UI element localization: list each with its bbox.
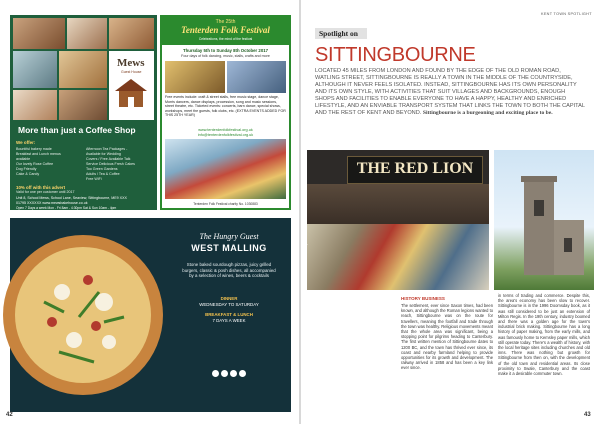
offer-item: Adults / Tea & Coffee	[86, 172, 120, 176]
section-label: Spotlight on	[319, 29, 358, 38]
body-column-2	[498, 293, 590, 413]
right-page	[301, 0, 600, 424]
festival-website[interactable]: www.tenterdenfolkfestival.org.uk	[198, 128, 253, 132]
offer-item: Our lovely Rose Coffee	[16, 162, 54, 166]
intro-text: LOCATED 45 MILES FROM LONDON AND FOUND BY THE EDGE OF THE OLD ROMAN ROAD, WATLING STREET, SITTINGBOURNE IS REALLY A TOWN IN THE MIDDLE OF THE COUNTRYSIDE, ALTHOUGH IT NEVER FEELS ISOLATED. INSTEAD, SITTINGBOURNE HAS ITS OWN PERSONALITY AND ITS OWN STYLE, WITH ACTIVITIES THAT SUIT VILLAGES AND BACKGROUNDS, ENOUGH SHOPS AND FACILITIES TO ENABLE EVERYONE TO HAVE A HAPPY, HEALTHY AND ENRICHED LIFESTYLE, AND AN ENVIABLE TRANSPORT SYSTEM THAT LINKS THE TOWN TO BOTH THE CAPITAL AND THE REST OF KENT AND BEYOND.	[315, 68, 585, 116]
left-page	[0, 0, 299, 446]
festival-header	[162, 17, 289, 45]
offer-item: Afternoon Tea Packages -	[86, 147, 128, 151]
cake-slice-photo	[13, 90, 57, 120]
body-column-2-text: in terms of trading and commerce. Despite this, the area's economy has been slow to recover. Sittingbourne is in the 1996 Doomsday book, as it was still considered to be just an extension of Milton Regis. In the 19th century, industry boomed and there was a golden age for the town's industrial brick making. Sittingbourne has a long history of paper making, from the early mills, and was famously home to Kemsley paper mills, which still operate today. There's a wealth of history, with the local heritage sites including churches and old inns. There was nothing but growth for Sittingbourne from then on, with the development of the old town and residential areas. Its close proximity to Swale, Canterbury and the coast make it a desirable commuter town.	[498, 293, 590, 377]
pub-sign	[347, 156, 483, 184]
offers-right	[86, 147, 154, 183]
hungry-guest-intro-text: Stone baked sourdough pizzas, juicy grilled burgers, classic & posh dishes, all accompanied by a selection of wines, beers & cocktails	[182, 262, 276, 279]
intro-tag: Sittingbourne is a burgeoning and exciting place to be.	[422, 110, 553, 116]
offer-item: Service Delicious Fresh Cakes	[86, 162, 135, 166]
coffee-address: Unit 8, School Mews, School Lane, Seaview, Sittingbourne, ME9 XXX	[16, 196, 127, 200]
festival-crowd-photo	[165, 139, 286, 199]
church-photo	[494, 150, 594, 290]
discount-terms: Valid for one per customer until 2017	[16, 190, 75, 194]
hungry-guest-intro	[180, 262, 278, 294]
offer-item: available	[16, 157, 31, 161]
tearoom-photo	[59, 90, 107, 120]
offer-item: Covers / Free Available Talk	[86, 157, 131, 161]
breakfast-label: BREAKFAST & LUNCH	[205, 312, 253, 317]
mews-logo	[109, 51, 154, 120]
festival-dates: Thursday 5th to Sunday 8th October 2017	[182, 48, 268, 53]
coffee-hours: Open 7 Days a week Mon - Fri 8am - 4:30pm Sat & Sun 10am - 4pm	[16, 206, 117, 210]
festival-description	[165, 95, 287, 125]
offer-item: Cake & Candy	[16, 172, 40, 176]
we-offer-label: We offer:	[16, 140, 36, 145]
coffee-phone: 01795 XXXXXX www.mewsbakehouse.co.uk	[16, 201, 88, 205]
pub-facade	[307, 184, 489, 224]
offer-item: Bountiful bakery made	[16, 147, 52, 151]
section-label-box	[315, 28, 367, 39]
festival-email[interactable]: info@tenterdenfolkfestival.org.uk	[197, 133, 254, 137]
offer-item: Breakfast and Lunch menus	[16, 152, 61, 156]
history-label: HISTORY BUSINESS	[401, 296, 445, 301]
musicians-photo	[227, 61, 286, 93]
logo-line1: Mews	[117, 57, 145, 69]
coffee-shop-banner: More than just a Coffee Shop	[18, 125, 136, 135]
hungry-guest-address: 95 HIGH STREET, WEST MALLING	[193, 436, 265, 441]
hungry-guest-advert	[10, 218, 291, 446]
page-number-left: 42	[6, 412, 13, 418]
festival-tagline: Celebrations, the mind of the festival	[198, 37, 253, 41]
offer-item: Available for Wedding	[86, 152, 121, 156]
festival-advert	[160, 15, 291, 210]
pub-mural	[307, 224, 489, 290]
festival-dates-sub: Four days of folk dancing, music, stalls, crafts and more	[181, 54, 270, 58]
lunch-photo	[59, 51, 107, 88]
body-column-1-text: The settlement, ever since Saxon times, had been known, and although the Roman legions wanted to reach, Sittingbourne was on the route for travellers, meaning the footfall and trade through the town was healthy. Religious movements meant that the whole area was significant, being a stopping point for pilgrims heading to Canterbury. The first written mention of Sittingbourne dates to 1200 BC, and the town has thrived ever since, its coast and nearby farmland helping to provide opportunities for its growth and development. The railway arrived in 1858 and has been a key link ever since.	[401, 303, 493, 371]
offer-item: Too Green Gardens	[86, 167, 118, 171]
hungry-guest-contact: thehungryguest.com • 01732 873 766	[197, 442, 261, 446]
page-number-right: 43	[584, 412, 591, 418]
logo-line2: Guest House	[121, 70, 142, 74]
festival-footer: Tenterden Folk Festival charity No. 1030883	[193, 202, 258, 206]
morris-dancers-photo	[165, 61, 225, 93]
pub-sign-text: THE RED LION	[356, 160, 474, 177]
twitter-icon[interactable]	[221, 370, 228, 377]
scones-photo	[109, 18, 154, 49]
tea-photo	[67, 18, 107, 49]
offer-item: Dog Friendly	[16, 167, 37, 171]
pizza-photo	[4, 222, 162, 408]
festival-description-text: Free events include: craft & street stalls, free music stage, dance stage, Morris dancers, dance displays, procession, song and music sessions, street theatre, etc. Ticketed events: concerts, barn dance, special shows, workshops, meet the guests, folk clubs, etc. (EXTRA EVENTS ADDED FOR THIS 25TH YEAR)	[165, 95, 286, 118]
hungry-guest-name: WEST MALLING	[191, 243, 267, 253]
festival-title: The 25th	[215, 19, 236, 25]
offer-item: Free WiFi	[86, 177, 102, 181]
photo-credit: Photo from Wikipedia	[304, 236, 309, 268]
page-title: SITTINGBOURNE	[315, 44, 476, 66]
house-icon	[109, 73, 154, 113]
cakes-photo	[13, 18, 65, 49]
intro-paragraph	[315, 68, 585, 144]
dinner-label: DINNER	[220, 296, 238, 301]
hungry-guest-the: The Hungry Guest	[199, 232, 259, 241]
pizza-icon	[4, 222, 162, 408]
instagram-icon[interactable]	[230, 370, 237, 377]
body-column-1	[401, 303, 493, 413]
header-right: KENT TOWN SPOTLIGHT	[541, 12, 592, 16]
social-icons	[212, 370, 246, 377]
tripadvisor-icon[interactable]	[239, 370, 246, 377]
offers-left	[16, 147, 82, 179]
teapot-photo	[13, 51, 57, 88]
church-tower-icon	[494, 150, 594, 290]
breakfast-days: 7 DAYS A WEEK	[212, 318, 246, 323]
facebook-icon[interactable]	[212, 370, 219, 377]
discount-offer: 10% off with this advert	[16, 185, 66, 190]
festival-name: Tenterden Folk Festival	[181, 25, 270, 35]
red-lion-photo	[304, 150, 489, 290]
coffee-shop-advert	[10, 15, 157, 210]
dinner-days: WEDNESDAY TO SATURDAY	[199, 302, 259, 307]
